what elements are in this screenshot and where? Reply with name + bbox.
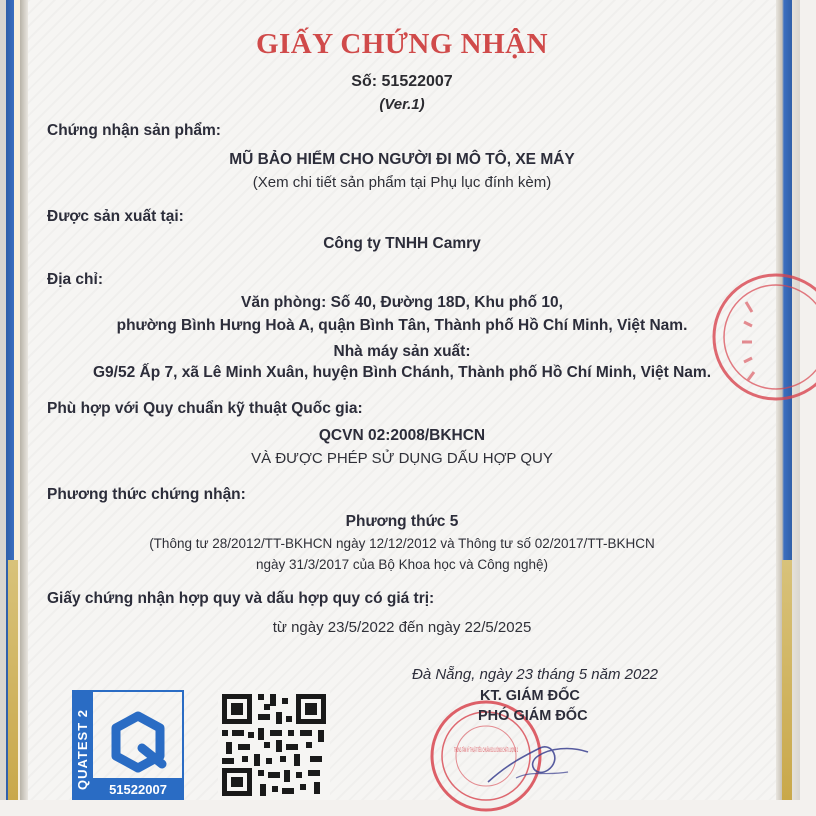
certificate-title: GIẤY CHỨNG NHẬN (255, 28, 549, 60)
factory-address: G9/52 Ấp 7, xã Lê Minh Xuân, huyện Bình Chánh, Thành phố Hồ Chí Minh, Việt Nam. (92, 364, 712, 381)
office-address-line2: phường Bình Hưng Hoà A, quận Bình Tân, Thành phố Hồ Chí Minh, Việt Nam. (116, 317, 688, 334)
qr-code[interactable] (218, 690, 330, 800)
method-label: Phương thức chứng nhận: (47, 486, 246, 503)
address-label: Địa chỉ: (47, 271, 103, 288)
certificate-version: (Ver.1) (379, 96, 425, 113)
standard-code: QCVN 02:2008/BKHCN (318, 427, 486, 444)
standard-label: Phù hợp với Quy chuẩn kỹ thuật Quốc gia: (47, 400, 363, 417)
red-seal-bottom (428, 686, 657, 816)
validity-label: Giấy chứng nhận hợp quy và dấu hợp quy có giá trị: (47, 590, 435, 607)
product-label: Chứng nhận sản phẩm: (47, 122, 221, 139)
office-address-line1: Văn phòng: Số 40, Đường 18D, Khu phố 10, (241, 294, 563, 311)
manufacturer-name: Công ty TNHH Camry (323, 235, 481, 252)
certificate-number: Số: 51522007 (351, 73, 453, 90)
product-note: (Xem chi tiết sản phẩm tại Phụ lục đính kèm) (252, 174, 552, 191)
signature-title-director: KT. GIÁM ĐỐC (480, 688, 580, 704)
frame-left-border (0, 0, 28, 800)
validity-range: từ ngày 23/5/2022 đến ngày 22/5/2025 (272, 619, 532, 636)
quatest-logo (72, 690, 184, 800)
red-seal-right (736, 262, 816, 412)
seal-text: TRUNG TÂM KỸ THUẬT TIÊU CHUẨN ĐO LƯỜNG CHẤT LƯỢNG 2 (454, 747, 657, 754)
method-reference-line2: ngày 31/3/2017 của Bộ Khoa học và Công nghệ) (256, 557, 548, 572)
signature-place-date: Đà Nẵng, ngày 23 tháng 5 năm 2022 (412, 666, 659, 683)
signature-title-deputy: PHÓ GIÁM ĐỐC (478, 708, 588, 724)
standard-permission: VÀ ĐƯỢC PHÉP SỬ DỤNG DẤU HỢP QUY (251, 450, 553, 467)
method-reference-line1: (Thông tư 28/2012/TT-BKHCN ngày 12/12/2012 và Thông tư số 02/2017/TT-BKHCN (149, 536, 655, 551)
logo-code: 51522007 (109, 782, 167, 797)
manufacturer-label: Được sản xuất tại: (47, 208, 184, 225)
factory-label: Nhà máy sản xuất: (333, 343, 471, 360)
method-name: Phương thức 5 (345, 513, 459, 530)
product-name: MŨ BẢO HIỂM CHO NGƯỜI ĐI MÔ TÔ, XE MÁY (229, 151, 575, 168)
logo-vertical-text: QUATEST 2 (75, 709, 90, 790)
